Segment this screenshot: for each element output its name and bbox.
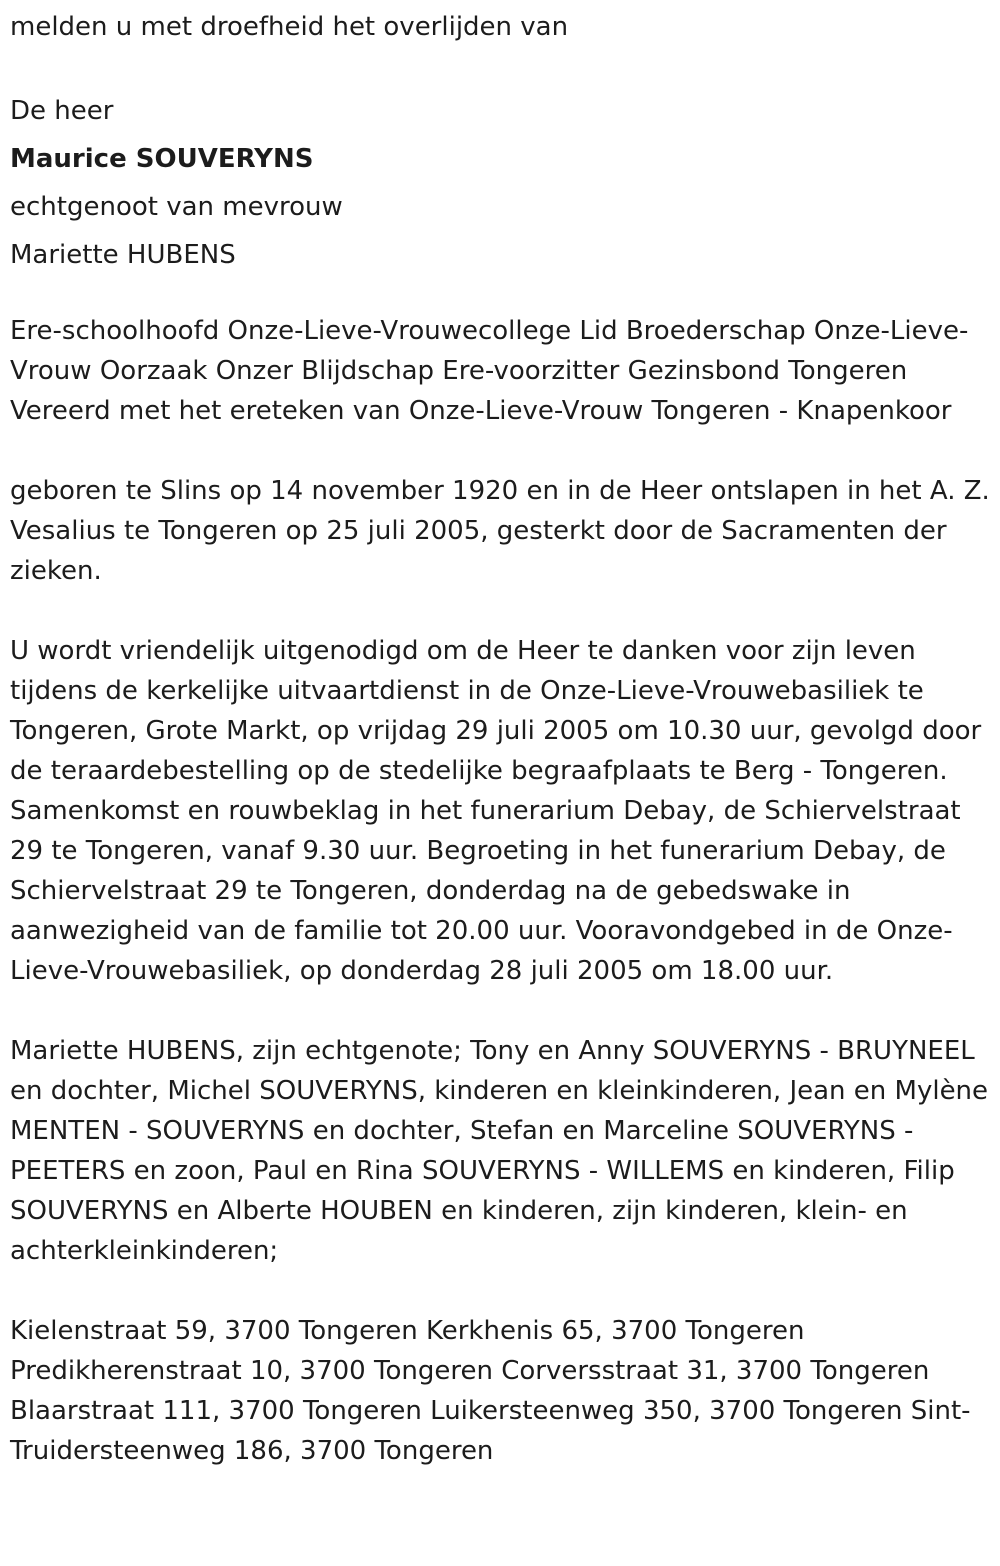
spouse-name: Mariette HUBENS xyxy=(10,240,236,270)
titles-paragraph: Ere-schoolhoofd Onze-Lieve-Vrouwecollege Lid Broederschap Onze-Lieve-Vrouw Oorzaak Onzer Blijdschap Ere-voorzitter Gezinsbond Tongeren Vereerd met het ereteken van Onze-Lieve-Vrouw Tongeren - Knapenkoor xyxy=(10,316,969,426)
addresses-paragraph: Kielenstraat 59, 3700 Tongeren Kerkhenis 65, 3700 Tongeren Predikherenstraat 10, 3700 Tongeren Corversstraat 31, 3700 Tongeren Blaarstraat 111, 3700 Tongeren Luikersteenweg 350, 3700 Tongeren Sint-Truidersteenweg 186, 3700 Tongeren xyxy=(10,1316,971,1466)
deceased-name: Maurice SOUVERYNS xyxy=(10,144,314,174)
birth-death-paragraph: geboren te Slins op 14 november 1920 en in de Heer ontslapen in het A. Z. Vesalius te Tongeren op 25 juli 2005, gesterkt door de Sacramenten der zieken. xyxy=(10,476,990,586)
family-paragraph: Mariette HUBENS, zijn echtgenote; Tony en Anny SOUVERYNS - BRUYNEEL en dochter, Michel SOUVERYNS, kinderen en kleinkinderen, Jean en Mylène MENTEN - SOUVERYNS en dochter, Stefan en Marceline SOUVERYNS - PEETERS en zoon, Paul en Rina SOUVERYNS - WILLEMS en kinderen, Filip SOUVERYNS en Alberte HOUBEN en kinderen, zijn kinderen, klein- en achterkleinkinderen; xyxy=(10,1036,989,1266)
intro-text: melden u met droefheid het overlijden van xyxy=(10,12,569,42)
spouse-label: echtgenoot van mevrouw xyxy=(10,192,343,222)
salutation: De heer xyxy=(10,96,114,126)
ceremony-paragraph: U wordt vriendelijk uitgenodigd om de Heer te danken voor zijn leven tijdens de kerkelijke uitvaartdienst in de Onze-Lieve-Vrouwebasiliek te Tongeren, Grote Markt, op vrijdag 29 juli 2005 om 10.30 uur, gevolgd door de teraardebestelling op de stedelijke begraafplaats te Berg - Tongeren. Samenkomst en rouwbeklag in het funerarium Debay, de Schiervelstraat 29 te Tongeren, vanaf 9.30 uur. Begroeting in het funerarium Debay, de Schiervelstraat 29 te Tongeren, donderdag na de gebedswake in aanwezigheid van de familie tot 20.00 uur. Vooravondgebed in de Onze-Lieve-Vrouwebasiliek, op donderdag 28 juli 2005 om 18.00 uur. xyxy=(10,636,982,986)
